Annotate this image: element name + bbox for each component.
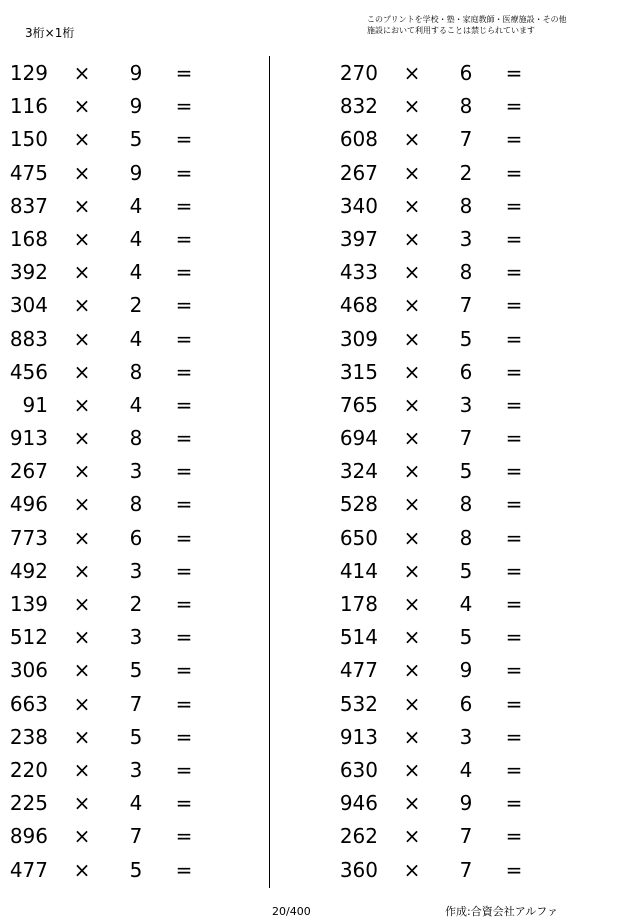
problem-row: [0, 223, 260, 256]
multiplier: 5: [459, 625, 473, 650]
equals-sign: =: [175, 525, 193, 550]
multiplicand: 238: [9, 724, 48, 749]
author-credit: 作成:合資会社アルファ: [445, 905, 559, 918]
left-problem-column: [0, 57, 260, 887]
multiplier: 5: [129, 127, 143, 152]
equals-sign: =: [175, 658, 193, 683]
problem-row: [0, 57, 260, 90]
problem-row: [330, 854, 590, 887]
multiplicand: 220: [9, 757, 48, 782]
equals-sign: =: [505, 392, 523, 417]
multiplier: 6: [459, 359, 473, 384]
multiplier: 5: [129, 724, 143, 749]
multiplicand: 946: [339, 791, 378, 816]
times-sign: ×: [73, 94, 91, 119]
equals-sign: =: [175, 160, 193, 185]
multiplier: 8: [459, 492, 473, 517]
times-sign: ×: [73, 791, 91, 816]
equals-sign: =: [175, 193, 193, 218]
multiplier: 8: [129, 426, 143, 451]
equals-sign: =: [175, 757, 193, 782]
column-divider: [269, 56, 270, 888]
page-number: 20/400: [272, 905, 311, 918]
multiplicand: 139: [9, 592, 48, 616]
times-sign: ×: [73, 160, 91, 185]
problem-row: [330, 555, 590, 588]
times-sign: ×: [403, 658, 421, 683]
problem-row: [330, 389, 590, 422]
times-sign: ×: [403, 226, 421, 251]
times-sign: ×: [403, 625, 421, 650]
problem-row: [0, 621, 260, 654]
problem-row: [330, 422, 590, 455]
times-sign: ×: [403, 492, 421, 517]
times-sign: ×: [73, 459, 91, 484]
multiplier: 2: [129, 293, 143, 318]
times-sign: ×: [73, 558, 91, 583]
equals-sign: =: [505, 226, 523, 251]
times-sign: ×: [73, 824, 91, 849]
multiplier: 7: [459, 824, 473, 849]
multiplicand: 477: [339, 658, 378, 683]
times-sign: ×: [403, 691, 421, 716]
multiplicand: 360: [339, 857, 378, 882]
multiplicand: 270: [339, 61, 378, 85]
times-sign: ×: [403, 459, 421, 484]
right-problem-column: [330, 57, 590, 887]
equals-sign: =: [505, 326, 523, 351]
times-sign: ×: [403, 791, 421, 816]
multiplier: 8: [459, 193, 473, 218]
equals-sign: =: [505, 757, 523, 782]
times-sign: ×: [73, 193, 91, 218]
problem-row: [330, 323, 590, 356]
problem-row: [330, 57, 590, 90]
times-sign: ×: [73, 127, 91, 152]
multiplicand: 913: [339, 724, 378, 749]
multiplicand: 765: [339, 392, 378, 417]
times-sign: ×: [73, 525, 91, 550]
multiplier: 5: [129, 658, 143, 683]
multiplicand: 150: [9, 127, 48, 152]
multiplicand: 225: [9, 791, 48, 816]
times-sign: ×: [73, 293, 91, 318]
problem-row: [330, 721, 590, 754]
equals-sign: =: [175, 724, 193, 749]
multiplier: 5: [459, 558, 473, 583]
problem-row: [330, 522, 590, 555]
usage-notice-line: 施設において利用することは禁じられています: [367, 26, 535, 35]
multiplicand: 837: [9, 193, 48, 218]
multiplicand: 512: [9, 625, 48, 650]
problem-row: [0, 854, 260, 887]
multiplier: 9: [129, 94, 143, 119]
times-sign: ×: [73, 592, 91, 616]
equals-sign: =: [505, 824, 523, 849]
multiplicand: 475: [9, 160, 48, 185]
equals-sign: =: [175, 260, 193, 285]
equals-sign: =: [175, 791, 193, 816]
usage-notice: [367, 14, 567, 36]
times-sign: ×: [73, 492, 91, 517]
multiplier: 9: [459, 791, 473, 816]
problem-row: [0, 123, 260, 156]
multiplier: 4: [129, 326, 143, 351]
multiplier: 8: [459, 260, 473, 285]
equals-sign: =: [175, 592, 193, 616]
multiplier: 7: [459, 426, 473, 451]
equals-sign: =: [175, 857, 193, 882]
equals-sign: =: [505, 724, 523, 749]
multiplicand: 608: [339, 127, 378, 152]
equals-sign: =: [505, 558, 523, 583]
multiplier: 4: [459, 757, 473, 782]
times-sign: ×: [403, 61, 421, 85]
times-sign: ×: [403, 724, 421, 749]
multiplier: 4: [129, 260, 143, 285]
equals-sign: =: [505, 691, 523, 716]
problem-row: [0, 389, 260, 422]
multiplicand: 896: [9, 824, 48, 849]
multiplicand: 532: [339, 691, 378, 716]
times-sign: ×: [403, 326, 421, 351]
multiplicand: 116: [9, 94, 48, 119]
problem-row: [330, 654, 590, 687]
worksheet-title: 3桁×1桁: [25, 26, 75, 40]
multiplier: 3: [129, 625, 143, 650]
multiplicand: 528: [339, 492, 378, 517]
multiplicand: 477: [9, 857, 48, 882]
multiplicand: 773: [9, 525, 48, 550]
problem-row: [330, 588, 590, 621]
multiplier: 8: [459, 525, 473, 550]
problem-row: [330, 820, 590, 853]
multiplicand: 324: [339, 459, 378, 484]
times-sign: ×: [403, 260, 421, 285]
equals-sign: =: [175, 824, 193, 849]
problem-row: [330, 190, 590, 223]
equals-sign: =: [175, 293, 193, 318]
problem-row: [330, 223, 590, 256]
multiplier: 8: [459, 94, 473, 119]
problem-row: [0, 555, 260, 588]
multiplicand: 306: [9, 658, 48, 683]
multiplicand: 496: [9, 492, 48, 517]
multiplicand: 514: [339, 625, 378, 650]
times-sign: ×: [403, 857, 421, 882]
times-sign: ×: [73, 691, 91, 716]
equals-sign: =: [505, 127, 523, 152]
multiplicand: 315: [339, 359, 378, 384]
equals-sign: =: [505, 525, 523, 550]
equals-sign: =: [175, 326, 193, 351]
multiplicand: 414: [339, 558, 378, 583]
problem-row: [330, 787, 590, 820]
equals-sign: =: [505, 193, 523, 218]
multiplier: 6: [459, 61, 473, 85]
times-sign: ×: [403, 392, 421, 417]
equals-sign: =: [505, 492, 523, 517]
multiplicand: 392: [9, 260, 48, 285]
equals-sign: =: [505, 426, 523, 451]
equals-sign: =: [175, 492, 193, 517]
multiplier: 3: [129, 757, 143, 782]
times-sign: ×: [403, 558, 421, 583]
equals-sign: =: [175, 127, 193, 152]
multiplier: 9: [459, 658, 473, 683]
multiplier: 4: [459, 592, 473, 616]
equals-sign: =: [175, 459, 193, 484]
multiplier: 3: [129, 459, 143, 484]
problem-row: [330, 455, 590, 488]
equals-sign: =: [505, 293, 523, 318]
multiplier: 4: [129, 392, 143, 417]
problem-row: [0, 455, 260, 488]
multiplicand: 433: [339, 260, 378, 285]
equals-sign: =: [175, 392, 193, 417]
multiplicand: 663: [9, 691, 48, 716]
multiplier: 3: [459, 226, 473, 251]
equals-sign: =: [505, 160, 523, 185]
multiplicand: 340: [339, 193, 378, 218]
times-sign: ×: [73, 625, 91, 650]
equals-sign: =: [175, 426, 193, 451]
times-sign: ×: [73, 757, 91, 782]
problem-row: [330, 488, 590, 521]
problem-row: [330, 123, 590, 156]
multiplier: 5: [459, 459, 473, 484]
problem-row: [0, 256, 260, 289]
multiplicand: 832: [339, 94, 378, 119]
times-sign: ×: [73, 392, 91, 417]
multiplicand: 468: [339, 293, 378, 318]
equals-sign: =: [505, 359, 523, 384]
times-sign: ×: [403, 193, 421, 218]
multiplicand: 309: [339, 326, 378, 351]
times-sign: ×: [403, 127, 421, 152]
multiplier: 3: [459, 724, 473, 749]
multiplier: 4: [129, 226, 143, 251]
times-sign: ×: [73, 857, 91, 882]
equals-sign: =: [175, 625, 193, 650]
multiplicand: 397: [339, 226, 378, 251]
equals-sign: =: [505, 260, 523, 285]
multiplicand: 456: [9, 359, 48, 384]
problem-row: [330, 157, 590, 190]
multiplier: 8: [129, 492, 143, 517]
times-sign: ×: [73, 226, 91, 251]
problem-row: [0, 488, 260, 521]
times-sign: ×: [403, 94, 421, 119]
times-sign: ×: [73, 326, 91, 351]
multiplier: 2: [459, 160, 473, 185]
problem-row: [0, 422, 260, 455]
multiplier: 3: [129, 558, 143, 583]
multiplicand: 630: [339, 757, 378, 782]
problem-row: [330, 289, 590, 322]
problem-row: [0, 356, 260, 389]
multiplicand: 492: [9, 558, 48, 583]
multiplier: 2: [129, 592, 143, 616]
multiplier: 7: [129, 824, 143, 849]
multiplier: 7: [459, 857, 473, 882]
times-sign: ×: [403, 592, 421, 616]
problem-row: [330, 256, 590, 289]
problem-row: [0, 787, 260, 820]
multiplicand: 267: [339, 160, 378, 185]
multiplicand: 650: [339, 525, 378, 550]
multiplier: 4: [129, 791, 143, 816]
times-sign: ×: [403, 824, 421, 849]
equals-sign: =: [175, 61, 193, 85]
multiplicand: 129: [9, 61, 48, 85]
equals-sign: =: [175, 558, 193, 583]
equals-sign: =: [505, 625, 523, 650]
equals-sign: =: [175, 359, 193, 384]
multiplicand: 267: [9, 459, 48, 484]
problem-row: [0, 522, 260, 555]
problem-row: [0, 289, 260, 322]
multiplier: 3: [459, 392, 473, 417]
times-sign: ×: [73, 724, 91, 749]
problem-row: [0, 157, 260, 190]
multiplier: 7: [459, 293, 473, 318]
problem-row: [330, 688, 590, 721]
multiplier: 4: [129, 193, 143, 218]
problem-row: [0, 688, 260, 721]
equals-sign: =: [175, 94, 193, 119]
multiplicand: 178: [339, 592, 378, 616]
problem-row: [330, 356, 590, 389]
equals-sign: =: [505, 791, 523, 816]
problem-row: [0, 323, 260, 356]
multiplier: 8: [129, 359, 143, 384]
problem-row: [0, 820, 260, 853]
multiplier: 9: [129, 61, 143, 85]
times-sign: ×: [73, 61, 91, 85]
multiplier: 7: [129, 691, 143, 716]
multiplier: 6: [129, 525, 143, 550]
problem-row: [0, 754, 260, 787]
multiplier: 5: [459, 326, 473, 351]
problem-row: [0, 190, 260, 223]
problem-row: [330, 754, 590, 787]
equals-sign: =: [505, 61, 523, 85]
multiplier: 6: [459, 691, 473, 716]
times-sign: ×: [403, 293, 421, 318]
times-sign: ×: [403, 525, 421, 550]
multiplicand: 913: [9, 426, 48, 451]
problem-row: [0, 588, 260, 621]
equals-sign: =: [505, 459, 523, 484]
problem-row: [0, 721, 260, 754]
equals-sign: =: [505, 94, 523, 119]
times-sign: ×: [73, 426, 91, 451]
multiplier: 9: [129, 160, 143, 185]
times-sign: ×: [73, 260, 91, 285]
times-sign: ×: [73, 658, 91, 683]
times-sign: ×: [403, 757, 421, 782]
multiplicand: 262: [339, 824, 378, 849]
problem-row: [330, 621, 590, 654]
equals-sign: =: [505, 592, 523, 616]
times-sign: ×: [403, 160, 421, 185]
equals-sign: =: [175, 691, 193, 716]
multiplier: 5: [129, 857, 143, 882]
multiplicand: 304: [9, 293, 48, 318]
times-sign: ×: [403, 359, 421, 384]
multiplicand: 694: [339, 426, 378, 451]
problem-row: [0, 90, 260, 123]
equals-sign: =: [175, 226, 193, 251]
multiplicand: 168: [9, 226, 48, 251]
problem-row: [330, 90, 590, 123]
times-sign: ×: [403, 426, 421, 451]
multiplicand: 883: [9, 326, 48, 351]
usage-notice-line: このプリントを学校・塾・家庭教師・医療施設・その他: [367, 15, 567, 24]
multiplicand: 91: [22, 392, 48, 417]
times-sign: ×: [73, 359, 91, 384]
equals-sign: =: [505, 658, 523, 683]
problem-row: [0, 654, 260, 687]
multiplier: 7: [459, 127, 473, 152]
equals-sign: =: [505, 857, 523, 882]
